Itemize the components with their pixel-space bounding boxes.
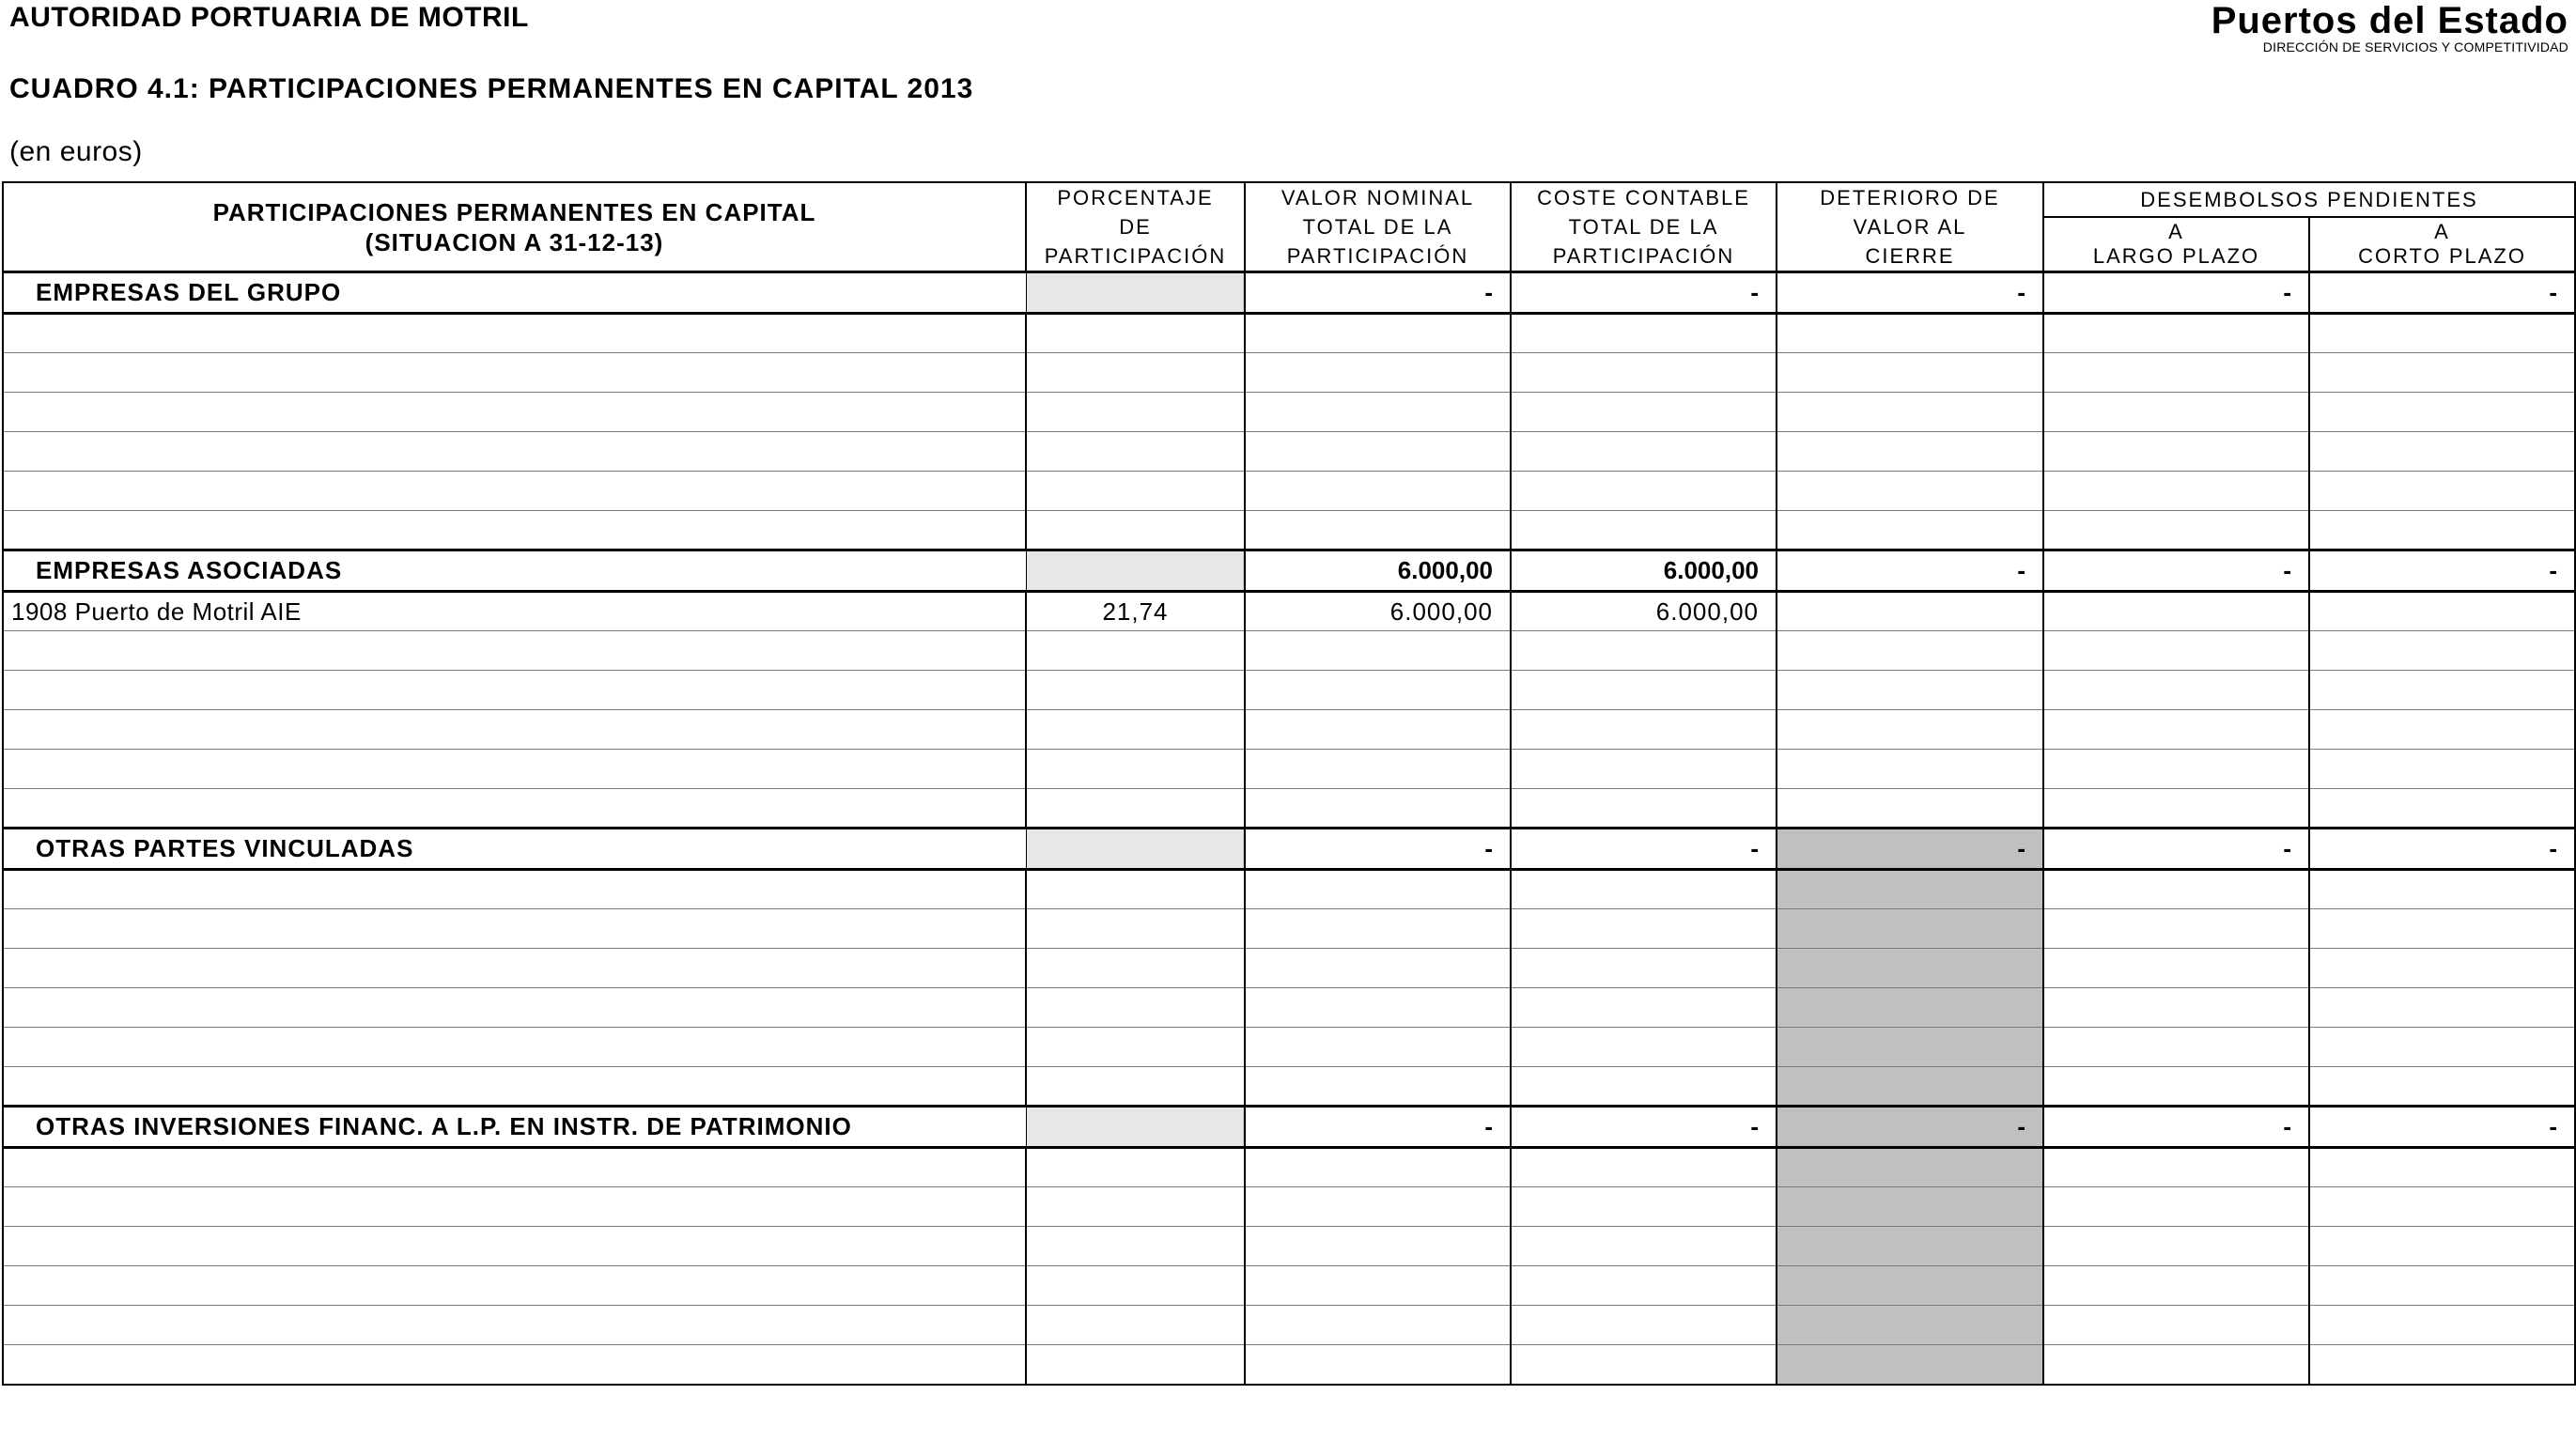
row-impairment (1777, 750, 2043, 789)
row-percentage (1026, 1067, 1245, 1107)
row-impairment (1777, 909, 2043, 949)
row-impairment (1777, 1067, 2043, 1107)
section-label: EMPRESAS ASOCIADAS (3, 550, 1026, 592)
table-row (3, 314, 2575, 353)
header-percentage-line1: PORCENTAJE (1057, 186, 1214, 209)
row-label (3, 710, 1026, 750)
row-long-term (2043, 789, 2309, 829)
row-long-term (2043, 1067, 2309, 1107)
header-impairment (1777, 182, 2043, 272)
row-label (3, 1345, 1026, 1385)
row-long-term (2043, 750, 2309, 789)
table-row (3, 592, 2575, 631)
row-short-term (2309, 671, 2575, 710)
row-long-term (2043, 592, 2309, 631)
row-impairment (1777, 393, 2043, 432)
section-book-cost: - (1511, 829, 1777, 870)
row-book-cost (1511, 789, 1777, 829)
row-percentage (1026, 949, 1245, 988)
section-impairment: - (1777, 550, 2043, 592)
row-book-cost (1511, 1227, 1777, 1266)
row-book-cost (1511, 870, 1777, 909)
section-percentage-cell (1026, 1107, 1245, 1148)
header-cost-line2: TOTAL DE LA (1568, 215, 1719, 239)
row-percentage (1026, 314, 1245, 353)
row-nominal-value (1245, 393, 1511, 432)
row-nominal-value (1245, 1227, 1511, 1266)
table-row (3, 988, 2575, 1028)
row-impairment (1777, 1266, 2043, 1306)
row-long-term (2043, 949, 2309, 988)
row-label (3, 472, 1026, 511)
row-long-term (2043, 1306, 2309, 1345)
row-book-cost (1511, 1028, 1777, 1067)
row-long-term (2043, 988, 2309, 1028)
row-long-term (2043, 1148, 2309, 1187)
header-pending-disbursements: DESEMBOLSOS PENDIENTES (2043, 182, 2575, 217)
row-short-term (2309, 592, 2575, 631)
header-book-cost (1511, 182, 1777, 272)
row-percentage (1026, 1187, 1245, 1227)
table-row (3, 1306, 2575, 1345)
section-impairment: - (1777, 829, 2043, 870)
section-nominal-value: - (1245, 829, 1511, 870)
row-impairment (1777, 592, 2043, 631)
row-book-cost (1511, 432, 1777, 472)
row-impairment (1777, 1028, 2043, 1067)
row-book-cost (1511, 710, 1777, 750)
section-long-term: - (2043, 550, 2309, 592)
row-nominal-value (1245, 432, 1511, 472)
row-percentage (1026, 1345, 1245, 1385)
row-long-term (2043, 631, 2309, 671)
row-impairment (1777, 432, 2043, 472)
row-long-term (2043, 432, 2309, 472)
row-nominal-value (1245, 353, 1511, 393)
row-long-term (2043, 393, 2309, 432)
row-label (3, 870, 1026, 909)
row-nominal-value (1245, 1345, 1511, 1385)
row-short-term (2309, 1028, 2575, 1067)
row-book-cost (1511, 1067, 1777, 1107)
row-long-term (2043, 870, 2309, 909)
row-short-term (2309, 511, 2575, 550)
units-note: (en euros) (9, 136, 143, 167)
row-short-term (2309, 1067, 2575, 1107)
row-percentage (1026, 1306, 1245, 1345)
row-label (3, 789, 1026, 829)
table-row (3, 789, 2575, 829)
row-percentage (1026, 671, 1245, 710)
puertos-del-estado-logo (2211, 2, 2568, 54)
row-short-term (2309, 314, 2575, 353)
section-nominal-value: 6.000,00 (1245, 550, 1511, 592)
row-impairment (1777, 314, 2043, 353)
row-percentage (1026, 1227, 1245, 1266)
row-nominal-value (1245, 314, 1511, 353)
row-label (3, 1148, 1026, 1187)
header-percentage-line3: PARTICIPACIÓN (1044, 244, 1227, 268)
table-row (3, 1345, 2575, 1385)
row-book-cost (1511, 988, 1777, 1028)
header-long-term (2043, 217, 2309, 272)
section-percentage-cell (1026, 829, 1245, 870)
row-impairment (1777, 710, 2043, 750)
header-short-term (2309, 217, 2575, 272)
row-short-term (2309, 789, 2575, 829)
row-short-term (2309, 710, 2575, 750)
header-nominal-value (1245, 182, 1511, 272)
row-short-term (2309, 1148, 2575, 1187)
row-percentage (1026, 472, 1245, 511)
section-short-term: - (2309, 1107, 2575, 1148)
row-nominal-value (1245, 909, 1511, 949)
row-book-cost: 6.000,00 (1511, 592, 1777, 631)
section-book-cost: - (1511, 272, 1777, 314)
row-impairment (1777, 472, 2043, 511)
row-short-term (2309, 750, 2575, 789)
row-nominal-value (1245, 789, 1511, 829)
row-percentage (1026, 1148, 1245, 1187)
logo-subtitle: DIRECCIÓN DE SERVICIOS Y COMPETITIVIDAD (2262, 39, 2568, 54)
header-short-term-line1: A (2434, 219, 2450, 243)
row-book-cost (1511, 511, 1777, 550)
row-label (3, 393, 1026, 432)
header-nominal-line3: PARTICIPACIÓN (1286, 244, 1469, 268)
row-label (3, 1067, 1026, 1107)
row-nominal-value (1245, 671, 1511, 710)
section-short-term: - (2309, 550, 2575, 592)
table-row (3, 1067, 2575, 1107)
row-short-term (2309, 432, 2575, 472)
table-row (3, 1148, 2575, 1187)
row-percentage (1026, 750, 1245, 789)
row-label (3, 750, 1026, 789)
section-long-term: - (2043, 829, 2309, 870)
table-title: CUADRO 4.1: PARTICIPACIONES PERMANENTES EN CAPITAL 2013 (9, 73, 974, 104)
row-percentage (1026, 1266, 1245, 1306)
row-book-cost (1511, 393, 1777, 432)
row-long-term (2043, 1187, 2309, 1227)
header-nominal-line1: VALOR NOMINAL (1280, 186, 1475, 209)
row-nominal-value: 6.000,00 (1245, 592, 1511, 631)
row-short-term (2309, 1266, 2575, 1306)
row-nominal-value (1245, 750, 1511, 789)
row-percentage (1026, 511, 1245, 550)
row-impairment (1777, 949, 2043, 988)
row-percentage (1026, 988, 1245, 1028)
section-short-term: - (2309, 272, 2575, 314)
row-label (3, 671, 1026, 710)
header-nominal-line2: TOTAL DE LA (1302, 215, 1453, 239)
row-impairment (1777, 1306, 2043, 1345)
header-description-line2: (SITUACION A 31-12-13) (365, 227, 664, 256)
row-impairment (1777, 1187, 2043, 1227)
row-long-term (2043, 909, 2309, 949)
row-book-cost (1511, 631, 1777, 671)
row-nominal-value (1245, 949, 1511, 988)
row-label (3, 988, 1026, 1028)
row-label (3, 353, 1026, 393)
row-percentage: 21,74 (1026, 592, 1245, 631)
row-short-term (2309, 472, 2575, 511)
row-book-cost (1511, 1345, 1777, 1385)
row-long-term (2043, 1227, 2309, 1266)
row-impairment (1777, 870, 2043, 909)
row-label (3, 1266, 1026, 1306)
row-percentage (1026, 353, 1245, 393)
section-row (3, 1107, 2575, 1148)
section-percentage-cell (1026, 272, 1245, 314)
table-row (3, 631, 2575, 671)
row-nominal-value (1245, 988, 1511, 1028)
header-impairment-line3: CIERRE (1865, 244, 1955, 268)
row-long-term (2043, 1028, 2309, 1067)
row-book-cost (1511, 314, 1777, 353)
row-book-cost (1511, 750, 1777, 789)
row-long-term (2043, 511, 2309, 550)
row-nominal-value (1245, 1067, 1511, 1107)
table-row (3, 671, 2575, 710)
row-nominal-value (1245, 1306, 1511, 1345)
table-row (3, 949, 2575, 988)
section-percentage-cell (1026, 550, 1245, 592)
row-impairment (1777, 988, 2043, 1028)
row-label (3, 909, 1026, 949)
table-row (3, 472, 2575, 511)
row-impairment (1777, 511, 2043, 550)
row-label (3, 511, 1026, 550)
table-body (3, 272, 2575, 1385)
row-short-term (2309, 631, 2575, 671)
table-row (3, 750, 2575, 789)
header-long-term-line2: LARGO PLAZO (2092, 243, 2260, 268)
row-nominal-value (1245, 1266, 1511, 1306)
row-long-term (2043, 314, 2309, 353)
row-long-term (2043, 353, 2309, 393)
row-percentage (1026, 870, 1245, 909)
table-row (3, 393, 2575, 432)
section-impairment: - (1777, 272, 2043, 314)
row-nominal-value (1245, 1148, 1511, 1187)
section-nominal-value: - (1245, 1107, 1511, 1148)
table-row (3, 353, 2575, 393)
header-impairment-line2: VALOR AL (1853, 215, 1967, 239)
section-impairment: - (1777, 1107, 2043, 1148)
row-label (3, 949, 1026, 988)
row-nominal-value (1245, 472, 1511, 511)
row-label (3, 1227, 1026, 1266)
row-percentage (1026, 432, 1245, 472)
section-long-term: - (2043, 1107, 2309, 1148)
header-long-term-line1: A (2168, 219, 2184, 243)
row-book-cost (1511, 1266, 1777, 1306)
organization-name: AUTORIDAD PORTUARIA DE MOTRIL (9, 2, 529, 33)
table-row (3, 1227, 2575, 1266)
row-label (3, 631, 1026, 671)
section-label: EMPRESAS DEL GRUPO (3, 272, 1026, 314)
row-nominal-value (1245, 511, 1511, 550)
row-impairment (1777, 671, 2043, 710)
row-book-cost (1511, 472, 1777, 511)
header-impairment-line1: DETERIORO DE (1820, 186, 2000, 209)
table-row (3, 909, 2575, 949)
participations-table (2, 181, 2576, 1386)
row-short-term (2309, 1187, 2575, 1227)
row-percentage (1026, 393, 1245, 432)
table-row (3, 1028, 2575, 1067)
table-row (3, 870, 2575, 909)
row-book-cost (1511, 671, 1777, 710)
row-short-term (2309, 393, 2575, 432)
row-label (3, 432, 1026, 472)
header-short-term-line2: CORTO PLAZO (2358, 243, 2526, 268)
row-label (3, 1306, 1026, 1345)
row-book-cost (1511, 1148, 1777, 1187)
header-percentage (1026, 182, 1245, 272)
row-impairment (1777, 1148, 2043, 1187)
row-short-term (2309, 1306, 2575, 1345)
section-row (3, 550, 2575, 592)
row-book-cost (1511, 1187, 1777, 1227)
row-label (3, 1187, 1026, 1227)
row-label (3, 1028, 1026, 1067)
row-nominal-value (1245, 710, 1511, 750)
section-label: OTRAS PARTES VINCULADAS (3, 829, 1026, 870)
row-percentage (1026, 789, 1245, 829)
section-row (3, 272, 2575, 314)
row-book-cost (1511, 1306, 1777, 1345)
row-long-term (2043, 1345, 2309, 1385)
row-book-cost (1511, 353, 1777, 393)
section-short-term: - (2309, 829, 2575, 870)
row-percentage (1026, 909, 1245, 949)
row-impairment (1777, 1345, 2043, 1385)
row-short-term (2309, 949, 2575, 988)
row-percentage (1026, 631, 1245, 671)
section-label: OTRAS INVERSIONES FINANC. A L.P. EN INSTR. DE PATRIMONIO (3, 1107, 1026, 1148)
row-short-term (2309, 1227, 2575, 1266)
row-label: 1908 Puerto de Motril AIE (3, 592, 1026, 631)
logo-title: Puertos del Estado (2211, 0, 2568, 41)
row-long-term (2043, 710, 2309, 750)
table-row (3, 511, 2575, 550)
header-cost-line3: PARTICIPACIÓN (1552, 244, 1735, 268)
section-nominal-value: - (1245, 272, 1511, 314)
row-percentage (1026, 710, 1245, 750)
row-short-term (2309, 909, 2575, 949)
row-impairment (1777, 353, 2043, 393)
row-impairment (1777, 1227, 2043, 1266)
row-book-cost (1511, 949, 1777, 988)
section-row (3, 829, 2575, 870)
section-long-term: - (2043, 272, 2309, 314)
row-nominal-value (1245, 1187, 1511, 1227)
row-short-term (2309, 870, 2575, 909)
row-long-term (2043, 472, 2309, 511)
row-nominal-value (1245, 870, 1511, 909)
row-percentage (1026, 1028, 1245, 1067)
header-percentage-line2: DE (1119, 215, 1152, 239)
section-book-cost: - (1511, 1107, 1777, 1148)
row-label (3, 314, 1026, 353)
row-short-term (2309, 988, 2575, 1028)
row-short-term (2309, 1345, 2575, 1385)
table-row (3, 1266, 2575, 1306)
table-row (3, 1187, 2575, 1227)
row-nominal-value (1245, 1028, 1511, 1067)
row-book-cost (1511, 909, 1777, 949)
row-short-term (2309, 353, 2575, 393)
row-long-term (2043, 1266, 2309, 1306)
row-impairment (1777, 631, 2043, 671)
header-description (3, 182, 1026, 272)
header-cost-line1: COSTE CONTABLE (1537, 186, 1750, 209)
table-row (3, 432, 2575, 472)
header-description-line1: PARTICIPACIONES PERMANENTES EN CAPITAL (212, 197, 816, 226)
table-row (3, 710, 2575, 750)
row-impairment (1777, 789, 2043, 829)
row-nominal-value (1245, 631, 1511, 671)
section-book-cost: 6.000,00 (1511, 550, 1777, 592)
row-long-term (2043, 671, 2309, 710)
